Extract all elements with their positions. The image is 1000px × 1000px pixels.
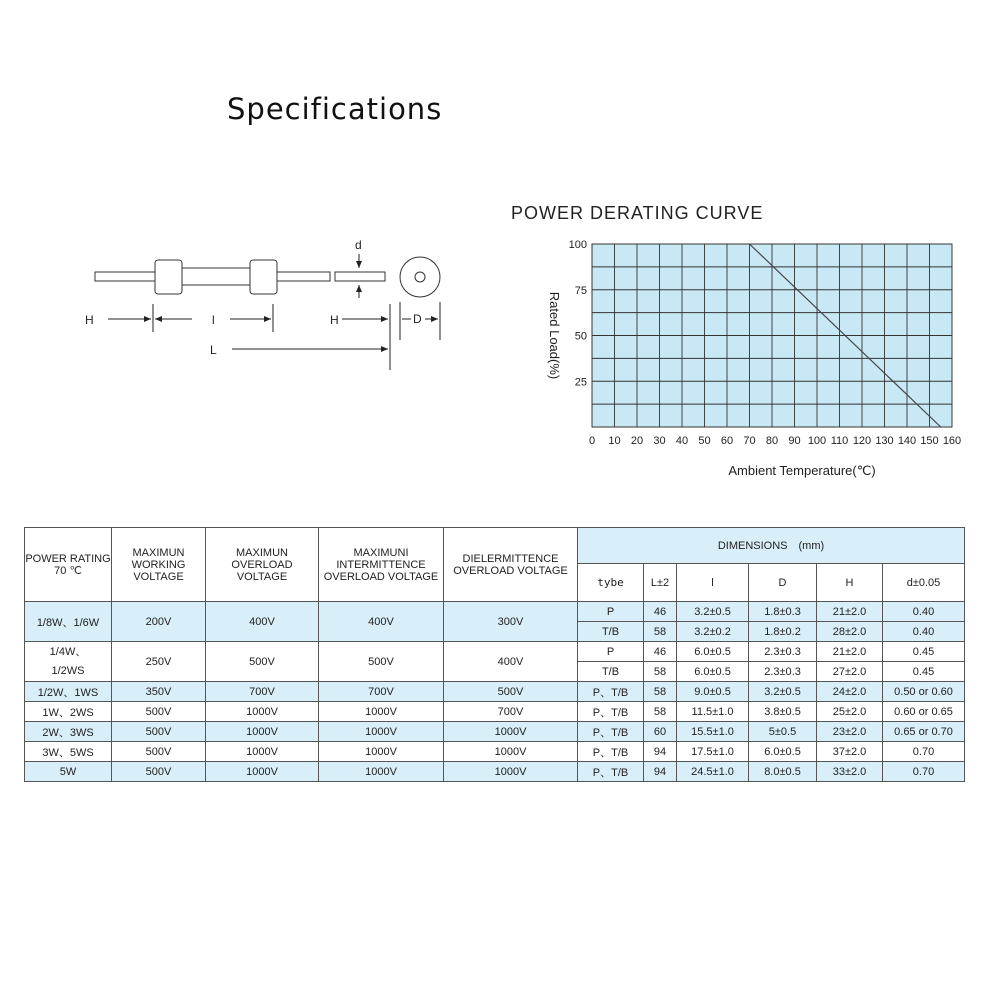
cell-overload-voltage: 400V: [206, 602, 319, 642]
cell-dim-type: P、T/B: [578, 682, 644, 702]
cell-intermittence-voltage: 400V: [319, 602, 444, 642]
x-tick-label: 90: [788, 435, 801, 447]
label-d: d: [355, 238, 362, 252]
cell-dim-L: 94: [644, 742, 677, 762]
cell-power-rating: [25, 642, 112, 682]
cell-power-rating: 2W、3WS: [25, 722, 112, 742]
cell-working-voltage: 500V: [112, 762, 206, 782]
cell-overload-voltage: 700V: [206, 682, 319, 702]
cell-dim-H: 23±2.0: [817, 722, 883, 742]
label-l: l: [212, 313, 215, 327]
header-type: tybe: [578, 564, 644, 602]
x-tick-label: 10: [608, 435, 621, 447]
resistor-body: [180, 268, 252, 285]
x-tick-label: 130: [875, 435, 894, 447]
header-overload-voltage: MAXIMUN OVERLOAD VOLTAGE: [206, 528, 319, 602]
resistor-dimension-diagram: [80, 230, 460, 380]
x-tick-label: 110: [830, 435, 849, 447]
cell-dim-H: 24±2.0: [817, 682, 883, 702]
cell-intermittence-voltage: 1000V: [319, 722, 444, 742]
cell-dielectric-voltage: 1000V: [444, 762, 578, 782]
cell-dim-L: 94: [644, 762, 677, 782]
left-lead: [95, 272, 155, 281]
cell-dim-D: 5±0.5: [749, 722, 817, 742]
cell-intermittence-voltage: 700V: [319, 682, 444, 702]
right-cap: [250, 260, 277, 294]
x-tick-label: 80: [765, 435, 779, 447]
end-view-inner: [415, 272, 425, 282]
header-l: l: [677, 564, 749, 602]
cell-dim-l: 3.2±0.2: [677, 622, 749, 642]
table-body: [25, 602, 965, 782]
table-row: [25, 702, 965, 722]
cell-dim-L: 58: [644, 682, 677, 702]
cell-intermittence-voltage: 1000V: [319, 702, 444, 722]
cell-dim-l: 17.5±1.0: [677, 742, 749, 762]
cell-dim-type: T/B: [578, 622, 644, 642]
cell-dim-L: 58: [644, 702, 677, 722]
cell-dim-L: 46: [644, 642, 677, 662]
chart-title: POWER DERATING CURVE: [511, 203, 764, 223]
y-tick-label: 100: [568, 239, 587, 251]
table-row: [25, 722, 965, 742]
x-tick-label: 0: [588, 435, 596, 447]
cell-dim-type: P: [578, 602, 644, 622]
label-h-left: H: [85, 313, 94, 327]
x-tick-label: 40: [675, 435, 689, 447]
cell-intermittence-voltage: 1000V: [319, 762, 444, 782]
right-lead: [275, 272, 330, 281]
x-tick-label: 150: [920, 435, 939, 447]
cell-dielectric-voltage: 700V: [444, 702, 578, 722]
cell-dim-l: 3.2±0.5: [677, 602, 749, 622]
cell-dim-L: 58: [644, 622, 677, 642]
page-title: Specifications: [227, 92, 443, 126]
x-tick-label: 60: [720, 435, 734, 447]
cell-dim-H: 21±2.0: [817, 642, 883, 662]
cell-dim-d: 0.70: [883, 742, 965, 762]
table-row: [25, 602, 965, 622]
cell-dim-L: 60: [644, 722, 677, 742]
x-tick-label: 100: [807, 435, 827, 447]
cell-dim-d: 0.70: [883, 762, 965, 782]
cell-dielectric-voltage: 1000V: [444, 722, 578, 742]
x-tick-label: 30: [653, 435, 666, 447]
cell-overload-voltage: 500V: [206, 642, 319, 682]
cell-working-voltage: 500V: [112, 702, 206, 722]
cell-dim-H: 21±2.0: [817, 602, 883, 622]
header-D: D: [749, 564, 817, 602]
cell-dim-l: 11.5±1.0: [677, 702, 749, 722]
cell-intermittence-voltage: 1000V: [319, 742, 444, 762]
cell-dim-D: 2.3±0.3: [749, 662, 817, 682]
header-d: d±0.05: [883, 564, 965, 602]
cell-dim-D: 2.3±0.3: [749, 642, 817, 662]
label-h-right: H: [330, 313, 339, 327]
y-tick-label: 25: [574, 376, 587, 389]
left-cap: [155, 260, 182, 294]
x-tick-label: 160: [942, 435, 962, 447]
power-line-2: 1/2WS: [51, 664, 85, 677]
cell-dim-d: 0.45: [883, 642, 965, 662]
power-line-1: 1/4W、: [49, 645, 87, 658]
table-row: [25, 642, 965, 662]
cell-dim-d: 0.40: [883, 602, 965, 622]
cell-dim-l: 9.0±0.5: [677, 682, 749, 702]
table-row: [25, 682, 965, 702]
specification-table: [24, 527, 965, 782]
cell-working-voltage: 500V: [112, 722, 206, 742]
header-dielectric-voltage: DIELERMITTENCE OVERLOAD VOLTAGE: [444, 528, 578, 602]
cell-working-voltage: 500V: [112, 742, 206, 762]
cell-dim-D: 1.8±0.3: [749, 602, 817, 622]
cell-dielectric-voltage: 400V: [444, 642, 578, 682]
cell-dim-D: 6.0±0.5: [749, 742, 817, 762]
header-intermittence-voltage: MAXIMUNI INTERMITTENCE OVERLOAD VOLTAGE: [319, 528, 444, 602]
cell-dim-H: 37±2.0: [817, 742, 883, 762]
header-L: L±2: [644, 564, 677, 602]
cell-dim-l: 24.5±1.0: [677, 762, 749, 782]
cell-power-rating: 1/8W、1/6W: [25, 602, 112, 642]
lead-section: [335, 272, 385, 281]
cell-dim-l: 6.0±0.5: [677, 662, 749, 682]
cell-overload-voltage: 1000V: [206, 762, 319, 782]
cell-working-voltage: 200V: [112, 602, 206, 642]
cell-dim-D: 3.8±0.5: [749, 702, 817, 722]
cell-dim-type: P: [578, 642, 644, 662]
cell-dim-type: P、T/B: [578, 742, 644, 762]
y-tick-labels: [569, 239, 587, 388]
cell-working-voltage: 350V: [112, 682, 206, 702]
cell-dim-d: 0.60 or 0.65: [883, 702, 965, 722]
cell-dim-type: P、T/B: [578, 762, 644, 782]
cell-intermittence-voltage: 500V: [319, 642, 444, 682]
cell-dim-D: 8.0±0.5: [749, 762, 817, 782]
cell-overload-voltage: 1000V: [206, 742, 319, 762]
x-axis-label: Ambient Temperature(℃): [728, 463, 876, 478]
cell-power-rating: 3W、5WS: [25, 742, 112, 762]
cell-dim-d: 0.50 or 0.60: [883, 682, 965, 702]
cell-dim-H: 28±2.0: [817, 622, 883, 642]
cell-power-rating: 5W: [25, 762, 112, 782]
header-power-rating: POWER RATING 70 ℃: [25, 528, 112, 602]
cell-dielectric-voltage: 1000V: [444, 742, 578, 762]
cell-working-voltage: 250V: [112, 642, 206, 682]
label-L: L: [210, 343, 217, 357]
cell-dielectric-voltage: 500V: [444, 682, 578, 702]
cell-dim-D: 3.2±0.5: [749, 682, 817, 702]
y-tick-label: 50: [574, 330, 587, 343]
cell-dim-type: T/B: [578, 662, 644, 682]
header-H: H: [817, 564, 883, 602]
x-tick-label: 70: [743, 435, 756, 447]
y-axis-label: Rated Load(%): [547, 291, 562, 380]
power-derating-chart: [530, 230, 970, 480]
x-tick-label: 140: [897, 435, 917, 447]
cell-dim-H: 33±2.0: [817, 762, 883, 782]
cell-dim-l: 6.0±0.5: [677, 642, 749, 662]
cell-dim-d: 0.45: [883, 662, 965, 682]
cell-dim-l: 15.5±1.0: [677, 722, 749, 742]
x-tick-labels: [589, 435, 961, 447]
table-row: [25, 742, 965, 762]
cell-dim-d: 0.40: [883, 622, 965, 642]
cell-dim-d: 0.65 or 0.70: [883, 722, 965, 742]
cell-dim-L: 46: [644, 602, 677, 622]
x-tick-label: 20: [630, 435, 644, 447]
cell-dim-D: 1.8±0.2: [749, 622, 817, 642]
cell-dim-type: P、T/B: [578, 722, 644, 742]
table-row: [25, 762, 965, 782]
header-dimensions: DIMENSIONS (mm): [578, 528, 965, 564]
cell-dim-L: 58: [644, 662, 677, 682]
cell-overload-voltage: 1000V: [206, 722, 319, 742]
header-working-voltage: MAXIMUN WORKING VOLTAGE: [112, 528, 206, 602]
cell-dim-H: 27±2.0: [817, 662, 883, 682]
cell-overload-voltage: 1000V: [206, 702, 319, 722]
y-tick-label: 75: [574, 284, 587, 297]
cell-dim-type: P、T/B: [578, 702, 644, 722]
cell-dielectric-voltage: 300V: [444, 602, 578, 642]
cell-power-rating: 1/2W、1WS: [25, 682, 112, 702]
cell-dim-H: 25±2.0: [817, 702, 883, 722]
x-tick-label: 50: [698, 435, 711, 447]
label-D: D: [413, 312, 422, 326]
cell-power-rating: 1W、2WS: [25, 702, 112, 722]
x-tick-label: 120: [852, 435, 872, 447]
